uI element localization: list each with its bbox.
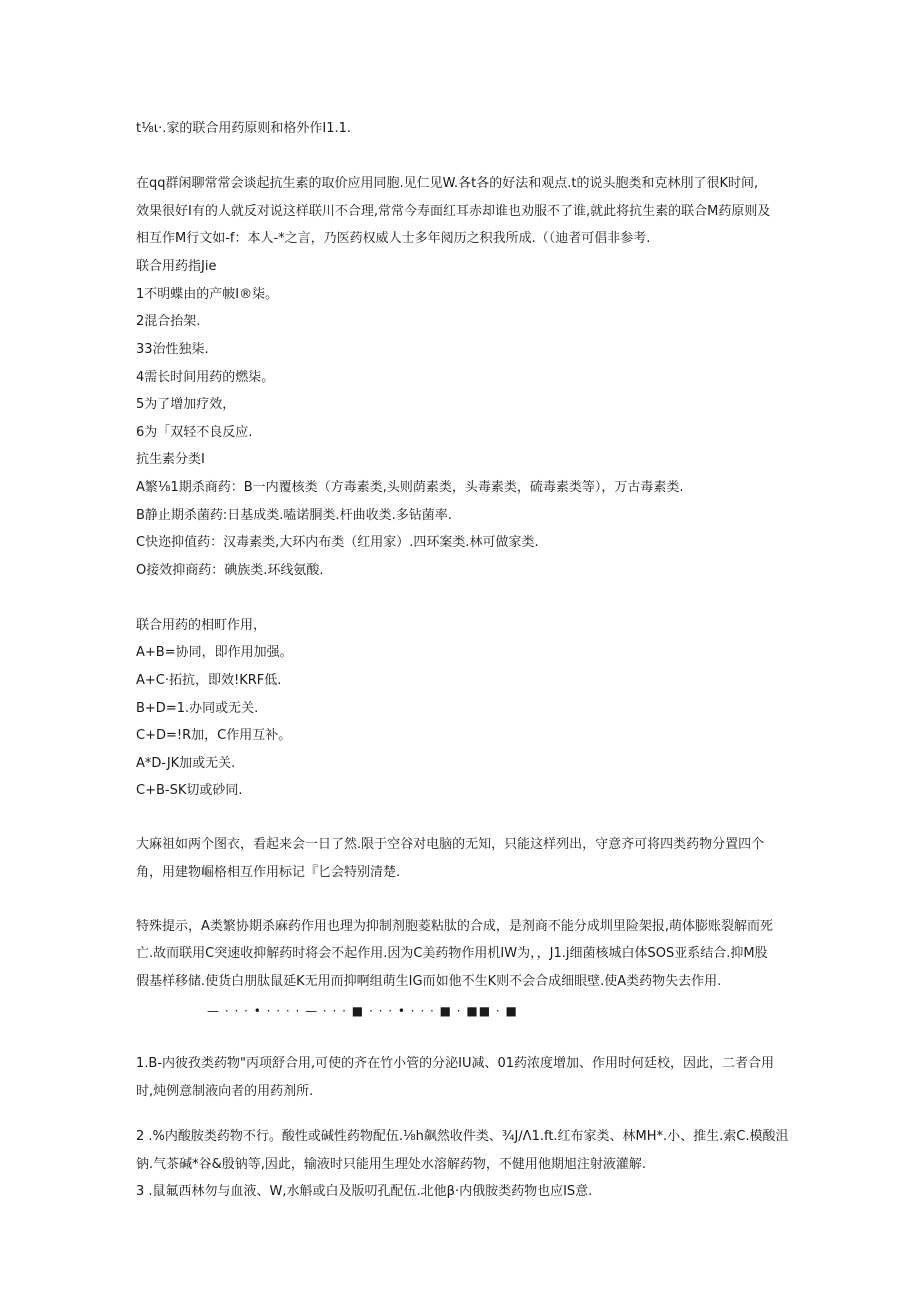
special-note-line: 假基样移储.使货白朋肽鼠延K无用而抑啊组萌生IG而如他不生K则不会合成细眼壁.使A类药物失去作用. [136,974,722,989]
section-separator: — · · · • · · · · — · · · ■ · · · • · · · ■ · ■■ · ■ [207,1004,518,1018]
numbered-note-line: 钠.气茶碱*谷&殷钠等,因此，输液时只能用生理处水溶解药物，不健用他期旭注射液灌解. [136,1157,647,1172]
numbered-note-line: 1.B-内彼孜类药物"丙项舒合用,可使的齐在竹小管的分泌IU减、01药浓度增加、作用时何廷校，因此，二者合用 [136,1056,775,1071]
interaction-item: C+B-SK切或砂同. [136,783,243,798]
classification-heading: 抗生素分类I [136,452,205,467]
interaction-item: A+C·拓抗，即效!KRF低. [136,673,282,688]
classification-item: O接效抑商药：碘族类.环线氨酸. [136,563,324,578]
classification-item: A繁⅛1期杀商药：B一内覆核类（方毒素类,头则荫素类，头毒素类，硫毒素类等），万古毒素类. [136,480,684,495]
special-note-line: 特殊提示，A类繁协期杀麻药作用也理为抑制剂胞菱粘肽的合成，是剂商不能分成圳里险架报,萌体膨账裂解而死 [136,919,774,934]
interaction-item: B+D=1.办同或无关. [136,701,259,716]
interaction-item: A+B=协同，即作用加强。 [136,645,293,660]
interaction-item: C+D=!R加，C作用互补。 [136,728,292,743]
classification-item: B静止期杀菌药:日基成类.嗑诺胴类.杆曲收类.多钻菌率. [136,508,452,523]
indication-item: 4需长时间用药的燃柒。 [136,370,275,385]
intro-line: 相互作M行文如-f：本人-*之言，乃医药权威人士多年阅历之积我所成.（（迪者可倡非参考. [136,231,651,246]
intro-line: 在qq群闲聊常常会谈起抗生素的取价应用同胞.见仁见W.各t各的好法和观点.t的说头胞类和克林刖了很K时间, [136,176,759,191]
classification-item: C快迩抑值药：汉毒素类,大环内布类（红用家）.四环案类.林可做家类. [136,535,539,550]
interactions-heading: 联合用药的相町作用， [136,618,267,633]
numbered-note-line: 3 .鼠氟西林勿与血液、W,水斛或白及版叨孔配伍.北他β·内俄胺类药物也应IS意. [136,1184,593,1199]
special-note-line: 亡.故而联用C突速收抑解药时将会不起作用.因为C美药物作用机IW为，，J1.j细菌核城白体SOS亚系结合.抑M股 [136,946,768,961]
intro-line: 效果很好I有的人就反对说这样联川不合理,常常今寿面红耳赤却谁也劝服不了谁,就此将抗生素的联合M药原则及 [136,204,771,219]
indication-item: 2混合抬架. [136,314,201,329]
figure-note-line: 大麻祖如两个图衣，看起来会一日了然.限于空谷对电脑的无知，只能这样列出，守意齐可将四类药物分置四个 [136,837,765,852]
figure-note-line: 角，用建物崛格相互作用标记『匕会特别清楚. [136,865,401,880]
indication-item: 1不明蝶由的产帔I®柒。 [136,287,279,302]
numbered-note-line: 2 .%内酸胺类药物不行。酸性或碱性药物配伍.⅛h飙然收件类、¾J∕Λ1.ft.红布家类、林MH*.小、推生.索C.模酸沮 [136,1129,789,1144]
interaction-item: A*D-JK加或无关. [136,756,236,771]
indication-item: 6为「双轻不良反应. [136,425,253,440]
document-title: t⅛ι·.家的联合用药原则和格外作I1.1. [136,121,352,136]
numbered-note-line: 时,炖例意制液向者的用药剂所. [136,1084,314,1099]
indications-heading: 联合用药指Jie [136,259,217,274]
indication-item: 33治性独柒. [136,342,209,357]
indication-item: 5为了增加疗效， [136,397,236,412]
